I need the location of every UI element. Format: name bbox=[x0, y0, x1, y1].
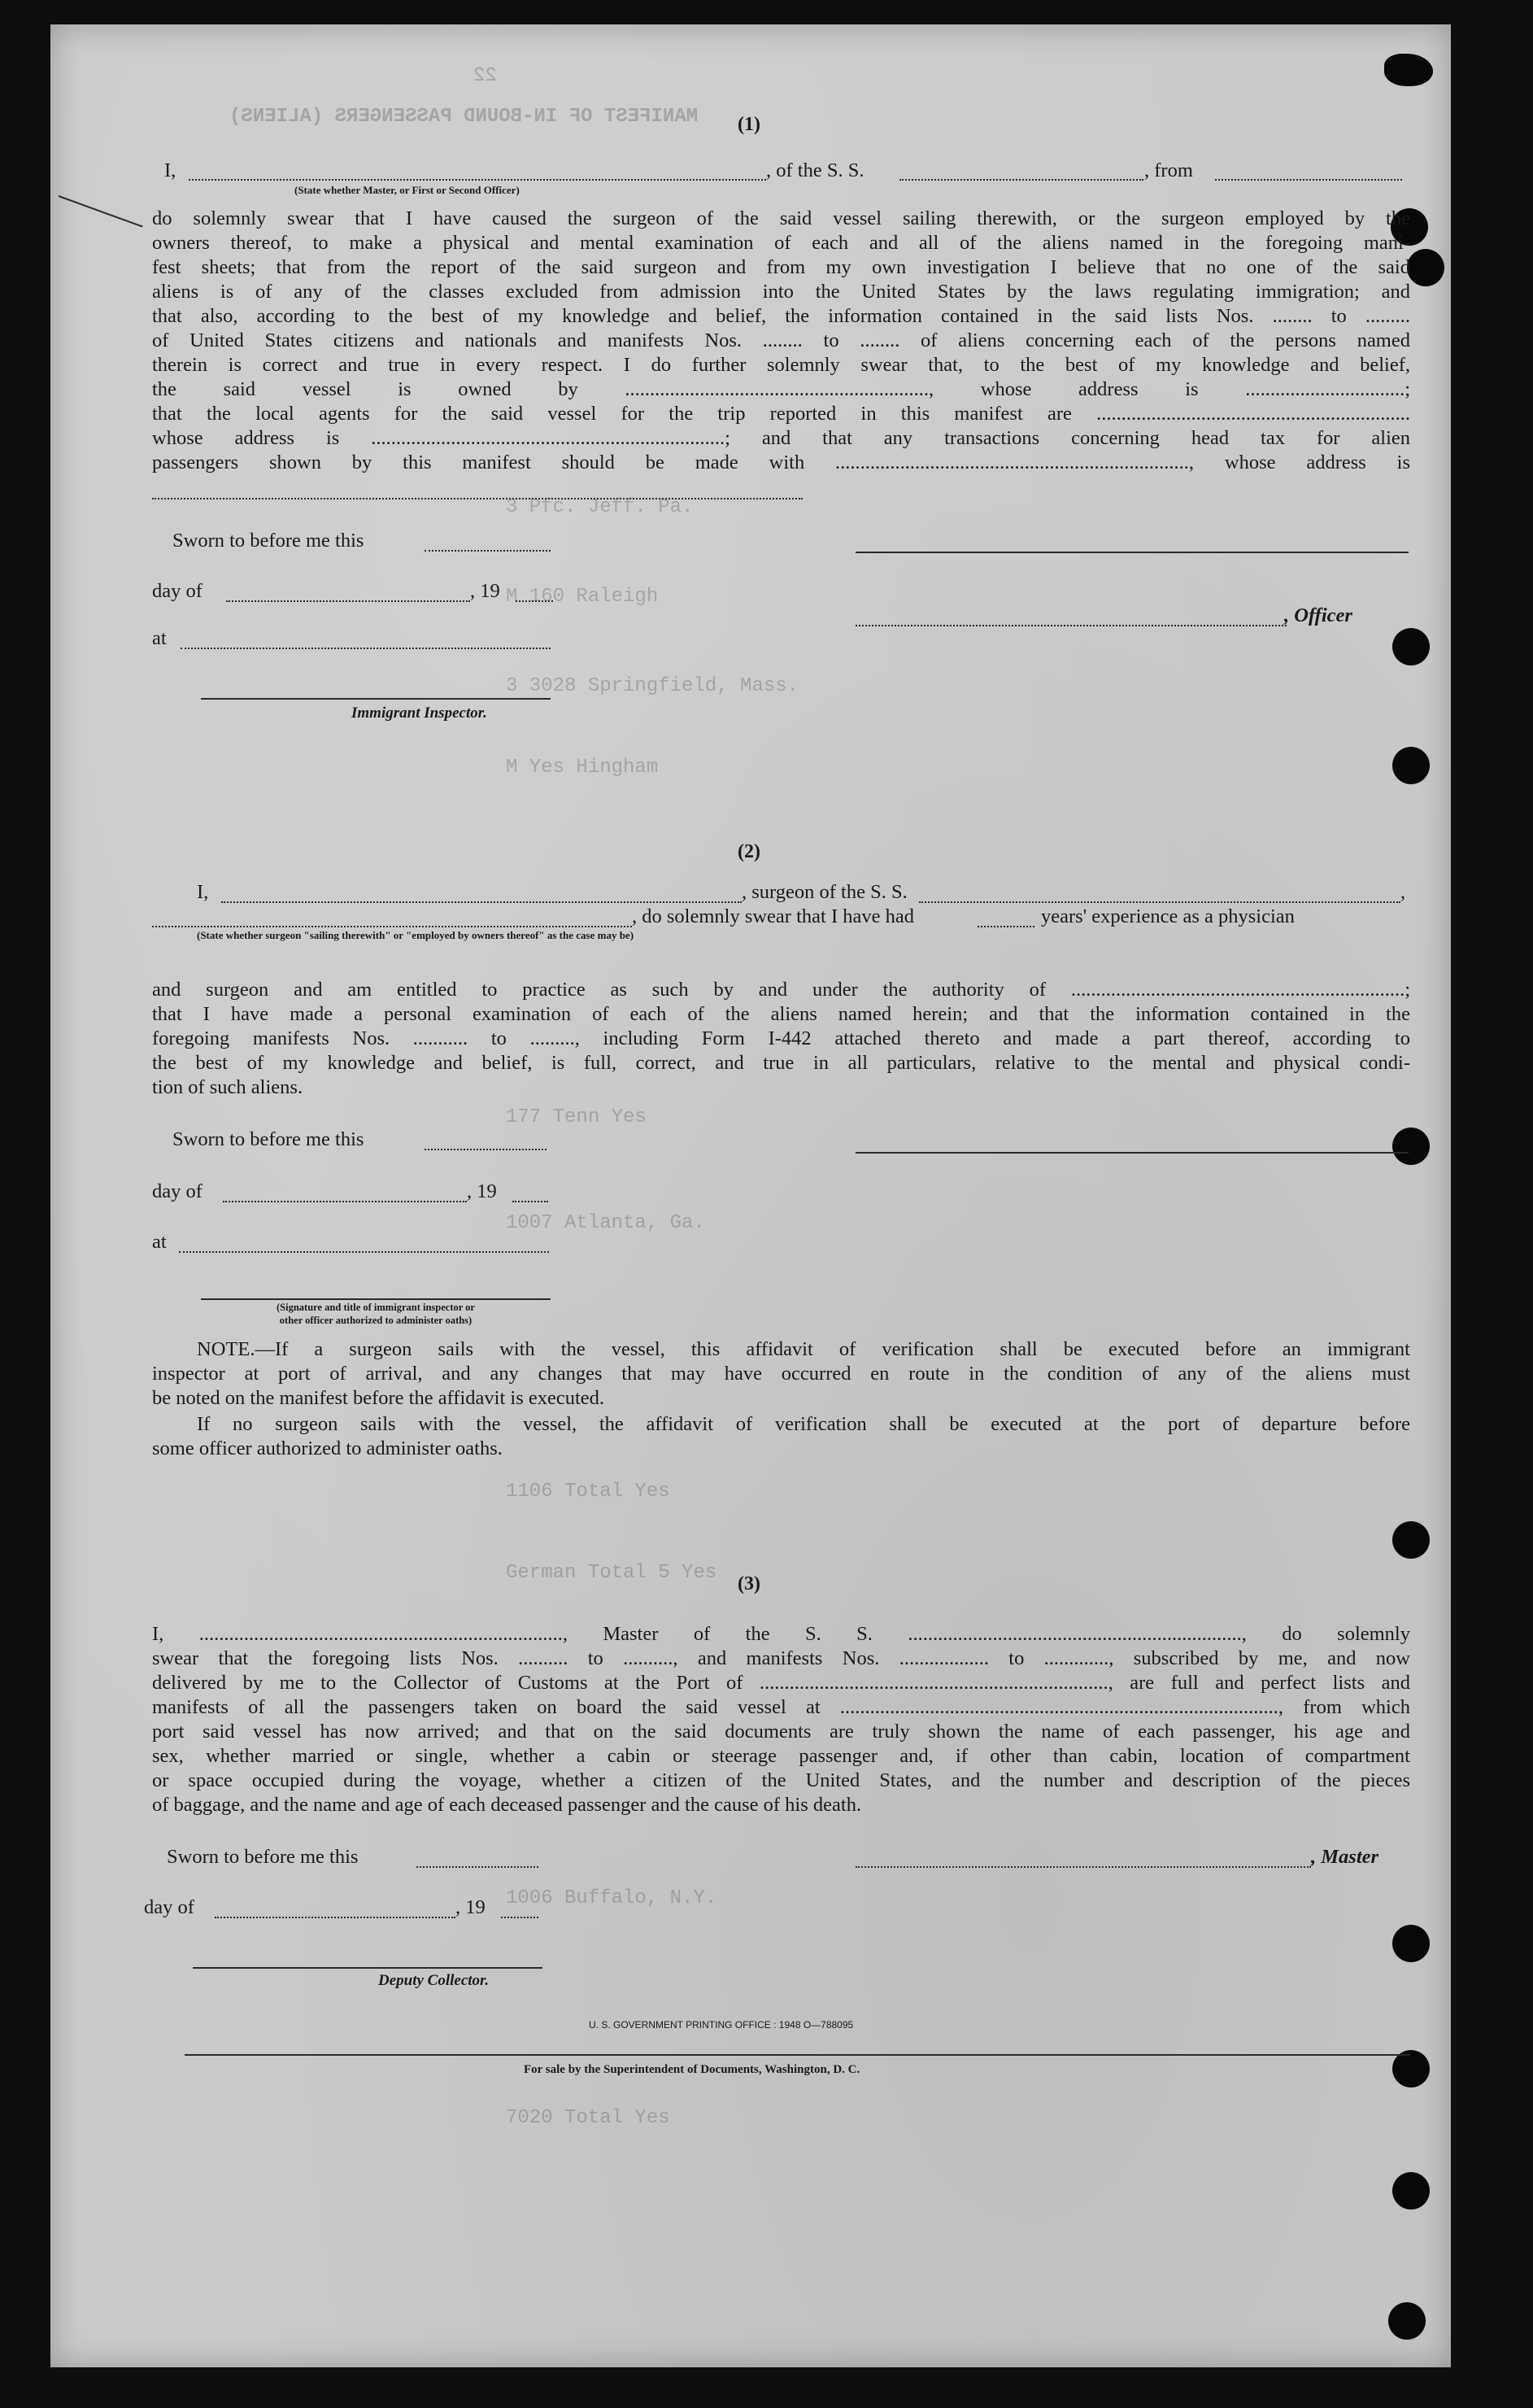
section-2-line-i: I, bbox=[197, 881, 209, 903]
sworn-date-line bbox=[425, 550, 551, 552]
sworn-label: Sworn to before me this bbox=[172, 530, 364, 552]
section-1-body-line: therein is correct and true in every respect. I do further solemnly swear that, to the best of my knowledge and belief, bbox=[152, 354, 1410, 376]
bleed-through-text: 1007 Atlanta, Ga. bbox=[506, 1212, 705, 1234]
bleed-through-text: 1106 Total Yes bbox=[506, 1481, 670, 1503]
section-2-body-line: tion of such aliens. bbox=[152, 1076, 303, 1098]
at-line bbox=[179, 1251, 549, 1253]
section-3-body-line: or space occupied during the voyage, whether a citizen of the United States, and the number and description of the pieces bbox=[152, 1769, 1410, 1791]
surgeon-name-line bbox=[221, 901, 742, 903]
officer-name-line bbox=[189, 179, 766, 181]
section-1-line-i: I, bbox=[164, 159, 176, 181]
years-label: years' experience as a physician bbox=[1041, 905, 1295, 927]
signature-caption: (Signature and title of immigrant inspector or bbox=[277, 1302, 475, 1313]
master-label: , Master bbox=[1311, 1846, 1379, 1868]
bleed-through-title: MANIFEST OF IN-BOUND PASSENGERS (ALIENS) bbox=[229, 106, 699, 128]
month-line bbox=[223, 1201, 467, 1202]
section-2-body-line: the best of my knowledge and belief, is full, correct, and true in all particulars, relative to the mental and physical condi- bbox=[152, 1052, 1410, 1074]
year-line bbox=[512, 1201, 548, 1202]
surgeon-ship-line bbox=[919, 901, 1400, 903]
document-page bbox=[50, 24, 1451, 2367]
officer-signature-line bbox=[856, 552, 1409, 553]
year-label: , 19 bbox=[455, 1896, 486, 1918]
surgeon-caption: (State whether surgeon "sailing therewith" or "employed by owners thereof" as the case may be) bbox=[197, 929, 634, 941]
day-of-label: day of bbox=[144, 1896, 194, 1918]
year-label: , 19 bbox=[470, 580, 500, 602]
officer-type-caption: (State whether Master, or First or Second Officer) bbox=[294, 184, 520, 196]
note-line: some officer authorized to administer oaths. bbox=[152, 1437, 503, 1459]
bleed-through-text: 177 Tenn Yes bbox=[506, 1106, 647, 1128]
section-3-body-line: of baggage, and the name and age of each deceased passenger and the cause of his death. bbox=[152, 1794, 862, 1816]
bleed-through-text: German Total 5 Yes bbox=[506, 1562, 717, 1584]
ship-name-line bbox=[899, 179, 1143, 181]
signature-caption: other officer authorized to administer oaths) bbox=[279, 1315, 473, 1326]
at-line bbox=[181, 648, 551, 649]
section-3-body-line: sex, whether married or single, whether a cabin or steerage passenger and, if other than cabin, location of compartment bbox=[152, 1745, 1410, 1767]
address-continuation-line bbox=[152, 498, 803, 499]
collector-signature-line bbox=[193, 1967, 542, 1969]
collector-caption: Deputy Collector. bbox=[378, 1972, 490, 1989]
note-line: If no surgeon sails with the vessel, the affidavit of verification shall be executed at the port of departure before bbox=[197, 1413, 1410, 1435]
bleed-through-page: 22 bbox=[473, 65, 497, 87]
bleed-through-text: 3 Pfc. Jeff. Pa. bbox=[506, 496, 694, 518]
at-label: at bbox=[152, 627, 167, 649]
section-1-body-line: the said vessel is owned by ............................................................., whose address is ................................; bbox=[152, 378, 1410, 400]
section-3-body-line: I, ........................................................................., Master of the S. S. ..................................................................., do solemnly bbox=[152, 1623, 1410, 1645]
corner-blot bbox=[1384, 54, 1433, 86]
section-1-body-line: fest sheets; that from the report of the said surgeon and from my own investigation I believe that no one of the said bbox=[152, 256, 1410, 278]
from-label: , from bbox=[1144, 159, 1193, 181]
officer-title-line bbox=[856, 625, 1287, 626]
section-1-body-line: aliens is of any of the classes excluded from admission into the United States by the laws regulating immigration; and bbox=[152, 281, 1410, 303]
punch-hole bbox=[1388, 2302, 1426, 2340]
officer-label: , Officer bbox=[1284, 604, 1352, 626]
day-of-label: day of bbox=[152, 580, 203, 602]
of-the-ss-label: , of the S. S. bbox=[766, 159, 864, 181]
margin-stroke bbox=[59, 195, 143, 228]
surgeon-of-label: , surgeon of the S. S. bbox=[742, 881, 908, 903]
day-of-label: day of bbox=[152, 1180, 203, 1202]
punch-hole bbox=[1392, 2172, 1430, 2210]
sworn-label: Sworn to before me this bbox=[172, 1128, 364, 1150]
month-line bbox=[226, 600, 470, 602]
sworn-label: Sworn to before me this bbox=[167, 1846, 359, 1868]
note-line: inspector at port of arrival, and any changes that may have occurred en route in the condition of any of the aliens must bbox=[152, 1363, 1410, 1385]
note-line: be noted on the manifest before the affidavit is executed. bbox=[152, 1387, 605, 1409]
master-signature-line bbox=[856, 1866, 1311, 1868]
section-3-body-line: delivered by me to the Collector of Customs at the Port of ......................................................................, are full and perfect lists and bbox=[152, 1672, 1410, 1694]
note-lead: NOTE. bbox=[197, 1338, 255, 1360]
section-1-body-line: owners thereof, to make a physical and mental examination of each and all of the aliens named in the foregoing mani- bbox=[152, 232, 1410, 254]
section-1-body-line: that the local agents for the said vessel for the trip reported in this manifest are ............................................................... bbox=[152, 403, 1410, 425]
year-line bbox=[501, 1917, 538, 1918]
section-1-body-line: that also, according to the best of my knowledge and belief, the information contained in the said lists Nos. ........ to ......... bbox=[152, 305, 1410, 327]
section-2-body-line: foregoing manifests Nos. ........... to ........., including Form I-442 attached thereto and made a part thereof, according to bbox=[152, 1027, 1410, 1049]
solemnly-label: , do solemnly swear that I have had bbox=[632, 905, 914, 927]
inspector-signature-line bbox=[201, 698, 551, 700]
section-1-body-line: whose address is .......................................................................; and that any transactions concerning head tax for alien bbox=[152, 427, 1410, 449]
section-3-body-line: port said vessel has now arrived; and that on the said documents are truly shown the name of each passenger, his age and bbox=[152, 1721, 1410, 1743]
punch-hole bbox=[1392, 628, 1430, 665]
sworn-date-line bbox=[416, 1866, 538, 1868]
punch-hole bbox=[1392, 1128, 1430, 1165]
section-3-body-line: swear that the foregoing lists Nos. .......... to .........., and manifests Nos. .................. to ............., subscribed by me, and now bbox=[152, 1647, 1410, 1669]
year-label: , 19 bbox=[467, 1180, 497, 1202]
surgeon-capacity-line bbox=[152, 926, 632, 927]
footer-rule bbox=[185, 2054, 1410, 2056]
for-sale-note: For sale by the Superintendent of Documents, Washington, D. C. bbox=[524, 2063, 860, 2076]
section-1-heading: (1) bbox=[738, 114, 760, 135]
note-line bbox=[197, 1337, 1410, 1363]
inspector-caption: Immigrant Inspector. bbox=[351, 705, 487, 722]
punch-hole bbox=[1407, 249, 1444, 286]
section-2-body-line: that I have made a personal examination of each of the aliens named herein; and that the information contained in the bbox=[152, 1003, 1410, 1025]
section-1-body-line: passengers shown by this manifest should be made with ......................................................................., whose address is bbox=[152, 452, 1410, 473]
section-2-body-line: and surgeon and am entitled to practice as such by and under the authority of ...................................................................; bbox=[152, 979, 1410, 1001]
month-line bbox=[215, 1917, 455, 1918]
section-1-body-line: do solemnly swear that I have caused the surgeon of the said vessel sailing therewith, or the surgeon employed by the bbox=[152, 207, 1410, 229]
bleed-through-text: 7020 Total Yes bbox=[506, 2107, 670, 2129]
bleed-through-text: M Yes Hingham bbox=[506, 757, 659, 779]
section-1-body-line: of United States citizens and nationals and manifests Nos. ........ to ........ of aliens concerning each of the persons named bbox=[152, 329, 1410, 351]
years-line bbox=[978, 926, 1034, 927]
section-2-heading: (2) bbox=[738, 841, 760, 862]
section-3-body-line: manifests of all the passengers taken on board the said vessel at ........................................................................................, from which bbox=[152, 1696, 1410, 1718]
at-label: at bbox=[152, 1231, 167, 1253]
section-2-end-comma: , bbox=[1400, 881, 1406, 903]
bleed-through-text: 3 3028 Springfield, Mass. bbox=[506, 675, 799, 697]
punch-hole bbox=[1392, 1521, 1430, 1559]
note-text: —If a surgeon sails with the vessel, this affidavit of verification shall be executed before an immigrant bbox=[255, 1338, 1410, 1360]
bleed-through-text: 1006 Buffalo, N.Y. bbox=[506, 1887, 717, 1909]
section-3-heading: (3) bbox=[738, 1573, 760, 1594]
sworn-date-line bbox=[425, 1149, 547, 1150]
punch-hole bbox=[1392, 1925, 1430, 1962]
printing-office-note: U. S. GOVERNMENT PRINTING OFFICE : 1948 O—788095 bbox=[589, 2019, 854, 2031]
from-port-line bbox=[1215, 179, 1402, 181]
punch-hole bbox=[1392, 747, 1430, 784]
bleed-through-text: M 160 Raleigh bbox=[506, 586, 659, 608]
inspector-signature-line bbox=[201, 1298, 551, 1300]
surgeon-signature-line bbox=[856, 1152, 1409, 1154]
